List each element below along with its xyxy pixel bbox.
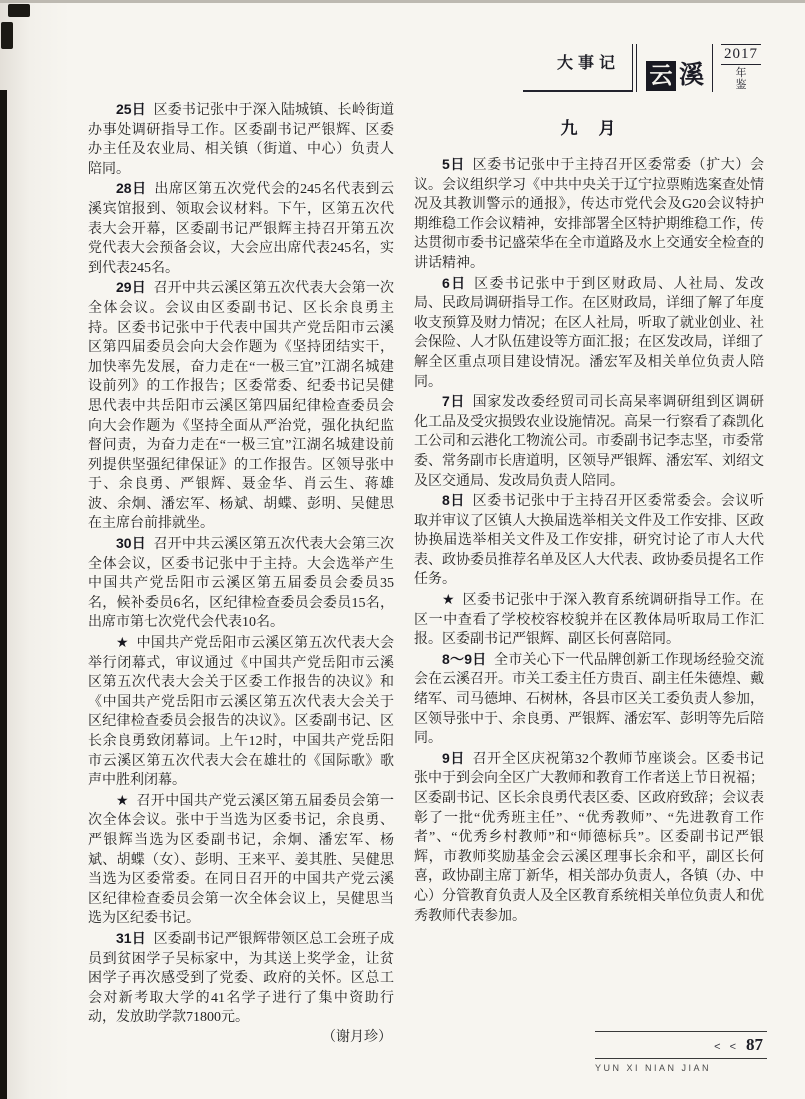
entry-paragraph [88,179,394,278]
scan-edge-top [0,0,805,3]
entry-text: 中国共产党岳阳市云溪区第五次代表大会举行闭幕式，审议通过《中国共产党岳阳市云溪区第五次代表大会关于区委工作报告的决议》和《中国共产党岳阳市云溪区第五次代表大会关于区纪律检查委员会报告的决议》。区委副书记、区长余良勇致闭幕词。上午12时，中国共产党岳阳市云溪区第五次代表大会在雄壮的《国际歌》歌声中胜利闭幕。 [88,636,394,789]
entry-star-label: ★ [442,591,455,608]
entry-date-label: 6日 [442,274,467,291]
entry-paragraph [414,590,764,650]
entry-paragraph [414,749,764,926]
page-header [523,44,761,92]
entry-paragraph [88,278,394,534]
entry-text: 区委副书记严银辉带领区总工会班子成员到贫困学子吴标家中，为其送上奖学金，让贫困学子再次感受到了党委、政府的关怀。区总工会对新考取大学的41名学子进行了集中资助行动，发放助学款71800元。 [88,931,395,1026]
entry-text: 区委书记张中于主持召开区委常委会。会议听取并审议了区镇人大换届选举相关文件及工作安排、区政协换届选举相关文件及工作安排，研究讨论了市人大代表、政协委员推荐名单及区人大代表、政协委员提名工作任务。 [414,494,764,588]
page-footer [595,1031,767,1073]
entry-text: 全市关心下一代品牌创新工作现场经验交流会在云溪召开。市关工委主任方贵百、副主任朱德煌、戴绪军、司马德坤、石树林，各县市区关工委负责人参加，区领导张中于、余良勇、严银辉、潘宏军、彭明等先后陪同。 [414,652,764,747]
header-double-rule [632,44,637,92]
entry-paragraph [414,274,764,393]
edition-year: 2017 [721,44,761,65]
scan-mark [8,4,30,17]
entry-date-label: 9日 [442,749,465,766]
brand-mark [646,61,704,92]
brand-char: 溪 [678,62,704,89]
entry-star-label: ★ [116,634,129,651]
edition-block [721,44,761,92]
romanized-title: YUN XI NIAN JIAN [595,1063,712,1073]
entry-text: 出席区第五次党代会的245名代表到云溪宾馆报到、领取会议材料。下午，区第五次代表大会开幕，区委副书记严银辉主持召开第五次党代表大会预备会议，大会应出席代表245名，实到代表245名。 [88,182,394,276]
scan-edge-left-bar [0,90,7,1099]
page-number-block [595,1032,767,1058]
entry-text: 召开全区庆祝第32个教师节座谈会。区委书记张中于到会向全区广大教师和教育工作者送上节日祝福；区委副书记、区长余良勇代表区委、区政府致辞；会议表彰了一批“优秀班主任”、“优秀教师”、“先进教育工作者”、“优秀乡村教师”和“师德标兵”。区委副书记严银辉，市教师奖励基金会云溪区理事长余和平，副区长何喜，政协副主席丁新华，相关部办负责人，各镇（办、中心）分管教育负责人及全区教育系统相关单位负责人和优秀教师代表参加。 [414,751,764,924]
entry-paragraph [414,392,764,491]
page-marker-angles: < < [714,1041,739,1053]
entry-text: 区委书记张中于到区财政局、人社局、发改局、民政局调研指导工作。在区财政局，详细了解了年度收支预算及财力情况；在区人社局，听取了就业创业、社会保险、人才队伍建设等方面汇报；在区发改局，详细了解全区重点项目建设情况。潘宏军及相关单位负责人陪同。 [414,276,765,390]
page-number: 87 [746,1035,763,1054]
entry-paragraph [88,633,394,791]
section-title-wrap [523,44,632,92]
entry-paragraph [414,155,764,274]
entry-date-label: 7日 [442,393,465,410]
month-heading: 九 月 [560,119,618,138]
entry-signature: （谢月珍） [322,1029,392,1045]
entry-text: 国家发改委经贸司司长高杲率调研组到区调研化工品及受灾损毁农业设施情况。高杲一行察看了森凯化工公司和云港化工物流公司。市委副书记李志坚，市委常委、常务副市长唐道明，区领导严银辉、潘宏军、刘绍文及区交通局、发改局负责人陪同。 [414,395,764,489]
entry-date-label: 25日 [116,101,146,117]
entry-text: 召开中共云溪区第五次代表大会第一次全体会议。会议由区委副书记、区长余良勇主持。区委书记张中于代表中国共产党岳阳市云溪区第四届委员会向大会作题为《坚持团结实干，加快率先发展，奋力走在“一极三宜”江湖名城建设前列》的工作报告；区委常委、纪委书记吴健思代表中共岳阳市云溪区第四届纪律检查委员会向大会作题为《坚持全面从严治党，强化执纪监督问责，为奋力走在“一极三宜”江湖名城建设前列提供坚强纪律保证》的工作报告。区领导张中于、余良勇、严银辉、聂金华、肖云生、蒋雄波、余炯、潘宏军、杨斌、胡蝶、彭明、吴健思在主席台前排就坐。 [88,281,395,532]
entry-paragraph [414,491,764,590]
entry-date-label: 8～9日 [442,650,487,667]
entry-date-label: 28日 [116,180,147,197]
right-column [414,100,764,926]
left-column [88,100,394,1048]
entry-date-label: 5日 [442,156,465,172]
entry-date-label: 8日 [442,492,465,509]
entry-paragraph [88,534,394,633]
entry-paragraph [88,929,394,1028]
entry-paragraph [88,100,394,179]
section-title: 大事记 [556,55,620,72]
header-rule [712,44,713,92]
scan-mark [1,22,13,49]
entry-star-label: ★ [116,791,129,808]
entry-text: 召开中国共产党云溪区第五届委员会第一次全体会议。张中于当选为区委书记，余良勇、严银辉当选为区委副书记，余炯、潘宏军、杨斌、胡蝶（女）、彭明、王来平、姜其胜、吴健思当选为区委常委。在同日召开的中国共产党云溪区纪律检查委员会第一次全体会议上，吴健思当选为区纪委书记。 [88,793,394,927]
entry-paragraph [414,650,764,749]
footer-rule-bottom [595,1058,767,1059]
entry-date-label: 29日 [116,279,146,296]
entry-text: 召开中共云溪区第五次代表大会第三次全体会议，区委书记张中于主持。大会选举产生中国共产党岳阳市云溪区第五届委员会委员35名，候补委员6名，区纪律检查委员会委员15名，出席市第七次党代会代表10名。 [88,537,395,631]
entry-paragraph [88,791,394,929]
entry-text: 区委书记张中于主持召开区委常委（扩大）会议。会议组织学习《中共中央关于辽宁拉票贿选案查处情况及其教训警示的通报》，传达市党代会及G20会议特护期维稳工作会议精神，安排部署全区特护期维稳工作，传达贯彻市委书记盛荣华在全市道路及水上交通安全检查的讲话精神。 [414,158,764,271]
entry-date-label: 30日 [116,535,146,552]
entry-text: 区委书记张中于深入教育系统调研指导工作。在区一中查看了学校校容校貌并在区教体局听取局工作汇报。区委副书记严银辉、副区长何喜陪同。 [414,593,764,648]
entry-date-label: 31日 [116,929,146,946]
brand-char-box: 云 [646,61,676,91]
edition-book-label: 年鉴 [735,67,747,91]
entry-text: 区委书记张中于深入陆城镇、长岭街道办事处调研指导工作。区委副书记严银辉、区委办主任及农业局、相关镇（街道、中心）负责人陪同。 [88,103,395,177]
